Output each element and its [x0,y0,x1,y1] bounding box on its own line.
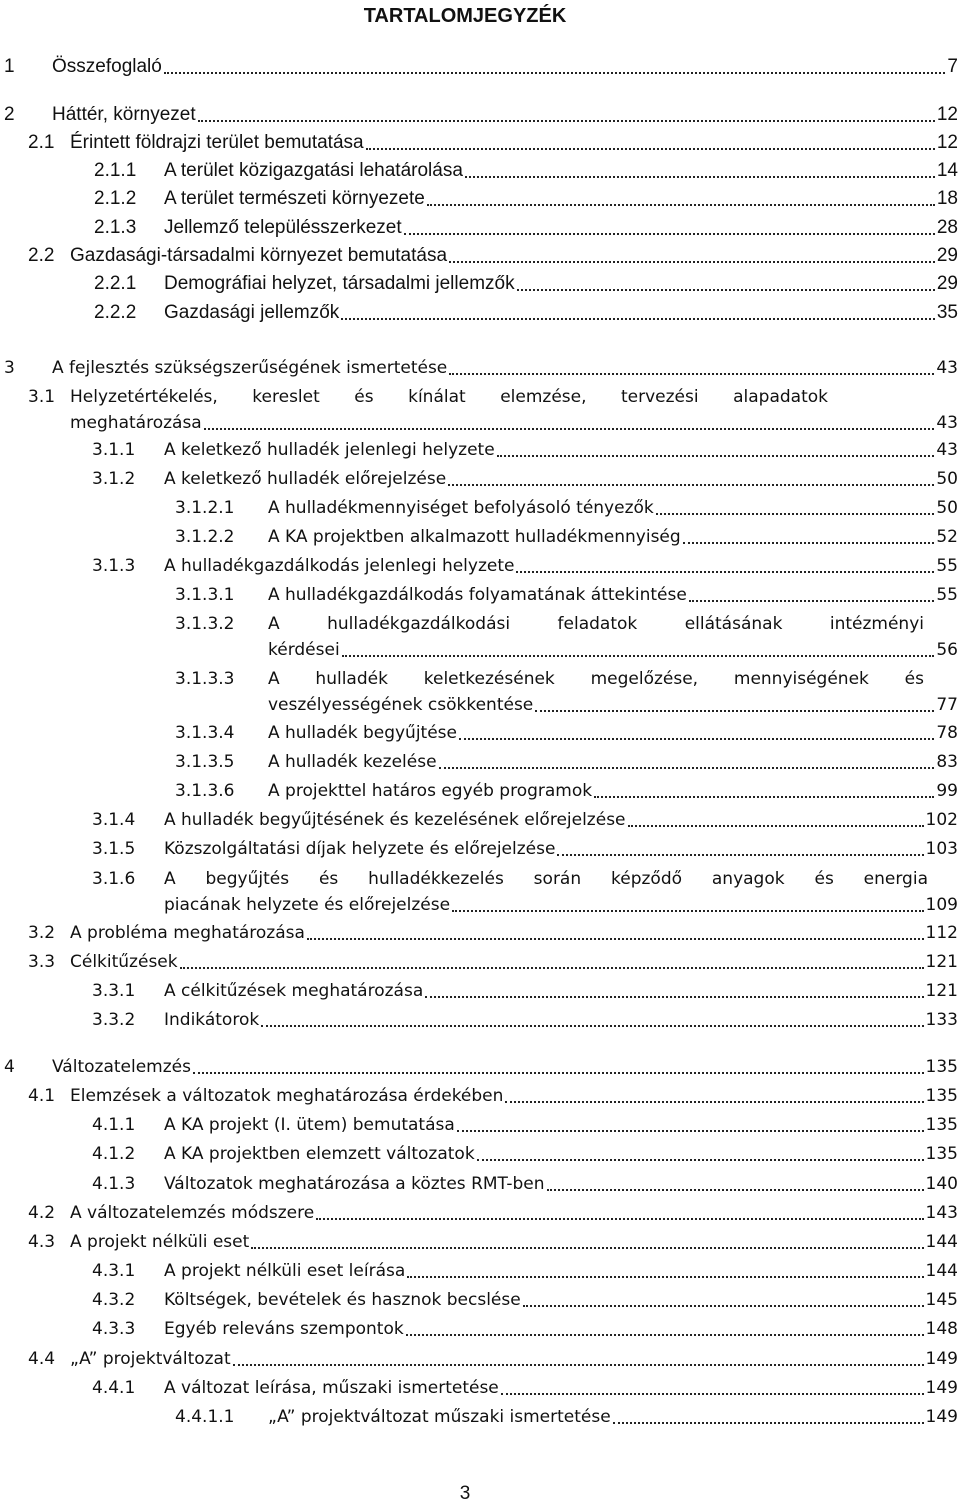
toc-entry-page: 78 [936,723,958,743]
toc-entry[interactable] [0,437,958,463]
leader-dots [425,996,923,998]
toc-entry-title: A probléma meghatározása [70,923,305,943]
toc-entry-title: veszélyességének csökkentése [268,695,534,715]
leader-dots [505,1101,923,1103]
page-number: 3 [459,1483,471,1504]
leader-dots [316,1218,923,1220]
toc-entry-page: 121 [925,981,958,1001]
toc-entry-page: 149 [925,1378,958,1398]
toc-entry-title-line1: A hulladék keletkezésének megelőzése, mennyiségének és [268,669,924,689]
toc-entry-page: 14 [936,160,958,181]
leader-dots [233,1364,924,1366]
toc-entry-title: A KA projektben alkalmazott hulladékmennyiség [268,527,681,547]
toc-entry[interactable] [0,355,958,381]
toc-entry-page: 102 [925,810,958,830]
toc-entry-page: 143 [925,1203,958,1223]
toc-entry-page: 135 [925,1057,958,1077]
toc-entry-number: 3.1.1 [92,440,136,460]
toc-entry-number: 4.4.1 [92,1378,136,1398]
toc-entry[interactable] [0,807,958,833]
toc-entry-title: Változatelemzés [52,1057,191,1077]
toc-entry-title: Egyéb releváns szempontok [164,1319,404,1339]
toc-entry-page: 99 [936,781,958,801]
toc-entry[interactable] [0,749,958,775]
toc-entry-title: A keletkező hulladék jelenlegi helyzete [164,440,495,460]
leader-dots [449,373,934,375]
toc-entry-number: 2.2 [28,245,55,266]
toc-entry-title: A hulladék begyűjtésének és kezelésének előrejelzése [164,810,626,830]
toc-entry[interactable] [0,186,958,212]
toc-entry[interactable] [0,495,958,521]
toc-entry-page: 55 [936,585,958,605]
toc-entry-title: A terület természeti környezete [164,188,425,209]
leader-dots [404,233,935,235]
toc-entry[interactable] [0,215,958,241]
toc-entry[interactable] [0,1200,958,1226]
toc-entry[interactable] [0,553,958,579]
toc-entry-title: Demográfiai helyzet, társadalmi jellemzők [164,273,515,294]
toc-entry[interactable] [0,1404,958,1430]
toc-entry[interactable] [0,384,958,440]
toc-entry-number: 3.2 [28,923,56,943]
toc-entry-page: 56 [936,640,958,660]
leader-dots [517,289,935,291]
toc-entry-number: 3.1.3.1 [175,585,235,605]
toc-entry-page: 135 [925,1144,958,1164]
toc-entry-title: Jellemző településszerkezet [164,217,402,238]
toc-entry-title: A hulladékgazdálkodás folyamatának áttekintése [268,585,687,605]
toc-entry-page: 109 [925,895,958,915]
toc-entry-number: 3.1.2 [92,469,136,489]
toc-entry-title: A terület közigazgatási lehatárolása [164,160,463,181]
toc-entry-number: 4.4 [28,1349,56,1369]
toc-entry-title: A KA projekt (I. ütem) bemutatása [164,1115,455,1135]
toc-entry-number: 3.1.4 [92,810,136,830]
toc-entry-number: 3.3.2 [92,1010,136,1030]
leader-dots [452,910,924,912]
toc-entry[interactable] [0,1229,958,1255]
toc-entry-page: 149 [925,1349,958,1369]
toc-entry-number: 3.3.1 [92,981,136,1001]
leader-dots [307,938,924,940]
leader-dots [204,428,935,430]
toc-entry-title-line1: A hulladékgazdálkodási feladatok ellátásának intézményi [268,614,924,634]
toc-entry-number: 4.1.2 [92,1144,136,1164]
leader-dots [342,655,935,657]
toc-entry[interactable] [0,1141,958,1167]
toc-entry-number: 2.1.2 [94,188,137,209]
toc-entry[interactable] [0,1375,958,1401]
leader-dots [516,571,934,573]
leader-dots [164,72,946,74]
leader-dots [535,710,934,712]
toc-entry-page: 55 [936,556,958,576]
leader-dots [656,513,935,515]
leader-dots [406,1334,924,1336]
toc-entry-page: 28 [936,217,958,238]
toc-entry-title: Indikátorok [164,1010,260,1030]
toc-entry[interactable] [0,130,958,156]
leader-dots [341,318,935,320]
toc-entry[interactable] [0,666,958,722]
toc-entry-page: 140 [925,1174,958,1194]
toc-entry-number: 4.3.2 [92,1290,136,1310]
leader-dots [689,600,935,602]
leader-dots [251,1247,923,1249]
toc-entry-number: 2.1 [28,132,55,153]
leader-dots [457,1130,924,1132]
leader-dots [613,1422,924,1424]
leader-dots [198,120,935,122]
toc-entry-title-line1: Helyzetértékelés, kereslet és kínálat elemzése, tervezési alapadatok [70,387,828,407]
toc-entry-number: 2.2.1 [94,273,137,294]
toc-entry[interactable] [0,243,958,269]
toc-entry-page: 83 [936,752,958,772]
toc-entry-title: Célkitűzések [70,952,178,972]
toc-entry-number: 3.1.3.4 [175,723,235,743]
toc-entry-title: Közszolgáltatási díjak helyzete és előrejelzése [164,839,556,859]
toc-entry-title: A hulladékmennyiséget befolyásoló tényezők [268,498,654,518]
leader-dots [683,542,935,544]
toc-entry[interactable] [0,1054,958,1080]
toc-entry-page: 144 [925,1261,958,1281]
toc-entry-number: 3.1.3.5 [175,752,235,772]
toc-entry-page: 121 [925,952,958,972]
toc-entry-title: Összefoglaló [52,56,162,77]
toc-entry-title: A keletkező hulladék előrejelzése [164,469,447,489]
toc-entry-number: 3.1.2.2 [175,527,235,547]
toc-entry-page: 77 [936,695,958,715]
toc-entry-number: 3.1.5 [92,839,136,859]
toc-entry-number: 3.3 [28,952,56,972]
toc-entry-number: 4.3.1 [92,1261,136,1281]
leader-dots [459,738,934,740]
toc-entry[interactable] [0,271,958,297]
toc-entry-page: 7 [947,56,958,77]
toc-entry-page: 12 [936,104,958,125]
toc-entry-title: Elemzések a változatok meghatározása érdekében [70,1086,504,1106]
toc-entry-page: 144 [925,1232,958,1252]
toc-entry-page: 50 [936,469,958,489]
toc-entry[interactable] [0,866,958,922]
toc-entry-number: 3.1.3.6 [175,781,235,801]
toc-entry-title: Gazdasági jellemzők [164,302,340,323]
leader-dots [439,767,935,769]
toc-entry[interactable] [0,524,958,550]
leader-dots [497,455,935,457]
toc-entry-title: A hulladék begyűjtése [268,723,457,743]
toc-entry-title: A változat leírása, műszaki ismertetése [164,1378,499,1398]
toc-entry[interactable] [0,466,958,492]
toc-entry-number: 2.2.2 [94,302,137,323]
toc-entry[interactable] [0,158,958,184]
toc-entry-page: 103 [925,839,958,859]
leader-dots [628,825,924,827]
toc-entry-title: A projekt nélküli eset leírása [164,1261,406,1281]
toc-entry-number: 1 [4,56,15,77]
leader-dots [594,796,934,798]
toc-entry-title: A változatelemzés módszere [70,1203,315,1223]
toc-entry-page: 148 [925,1319,958,1339]
toc-entry-number: 4.1.3 [92,1174,136,1194]
toc-entry-page: 29 [936,273,958,294]
toc-entry-page: 18 [936,188,958,209]
toc-entry-number: 4.1.1 [92,1115,136,1135]
toc-entry[interactable] [0,1258,958,1284]
toc-entry[interactable] [0,102,958,128]
toc-entry-number: 3.1.2.1 [175,498,235,518]
toc-entry-number: 2.1.3 [94,217,137,238]
toc-entry[interactable] [0,611,958,667]
toc-entry-number: 2.1.1 [94,160,137,181]
toc-entry[interactable] [0,836,958,862]
toc-entry[interactable] [0,1171,958,1197]
leader-dots [557,854,923,856]
leader-dots [449,261,935,263]
toc-entry-number: 3.1.3 [92,556,136,576]
toc-entry-number: 3.1 [28,387,56,407]
toc-entry-title: kérdései [268,640,340,660]
toc-entry[interactable] [0,1316,958,1342]
toc-entry-title: Érintett földrajzi terület bemutatása [70,132,364,153]
toc-entry-title: Változatok meghatározása a köztes RMT-ben [164,1174,545,1194]
leader-dots [501,1393,924,1395]
toc-entry-title: A fejlesztés szükségszerűségének ismertetése [52,358,448,378]
toc-entry[interactable] [0,54,958,80]
toc-entry-title: Háttér, környezet [52,104,196,125]
toc-entry-number: 2 [4,104,15,125]
toc-entry-page: 135 [925,1086,958,1106]
toc-entry-number: 4.3 [28,1232,56,1252]
leader-dots [193,1072,924,1074]
toc-entry-page: 52 [936,527,958,547]
toc-entry-page: 29 [936,245,958,266]
leader-dots [180,967,924,969]
leader-dots [547,1189,924,1191]
leader-dots [448,484,934,486]
toc-entry-title-line1: A begyűjtés és hulladékkezelés során képződő anyagok és energia [164,869,928,889]
toc-entry-number: 4.2 [28,1203,56,1223]
toc-entry-number: 4 [4,1057,15,1077]
toc-entry[interactable] [0,1112,958,1138]
toc-entry[interactable] [0,949,958,975]
toc-entry-number: 3.1.3.2 [175,614,235,634]
leader-dots [427,204,935,206]
toc-entry[interactable] [0,1287,958,1313]
toc-entry-page: 50 [936,498,958,518]
toc-entry-number: 4.3.3 [92,1319,136,1339]
toc-entry[interactable] [0,720,958,746]
toc-entry-number: 4.4.1.1 [175,1407,235,1427]
toc-entry-page: 43 [936,413,958,433]
toc-entry-number: 3.1.6 [92,869,136,889]
toc-entry-title: A projekttel határos egyéb programok [268,781,593,801]
toc-entry-title: „A” projektváltozat [70,1349,231,1369]
toc-entry-page: 145 [925,1290,958,1310]
toc-entry-page: 133 [925,1010,958,1030]
leader-dots [477,1159,924,1161]
toc-entry-page: 12 [936,132,958,153]
toc-entry-title: meghatározása [70,413,202,433]
toc-entry-title: A projekt nélküli eset [70,1232,250,1252]
toc-entry-number: 4.1 [28,1086,56,1106]
toc-entry[interactable] [0,1346,958,1372]
toc-entry-title: A KA projektben elemzett változatok [164,1144,475,1164]
toc-title: TARTALOMJEGYZÉK [363,5,567,27]
leader-dots [261,1025,923,1027]
toc-entry-page: 43 [936,440,958,460]
toc-entry-page: 43 [936,358,958,378]
toc-entry[interactable] [0,582,958,608]
toc-entry-page: 35 [936,302,958,323]
toc-entry-title: A hulladék kezelése [268,752,437,772]
leader-dots [366,148,935,150]
toc-entry-title: Költségek, bevételek és hasznok becslése [164,1290,521,1310]
leader-dots [407,1276,923,1278]
toc-entry[interactable] [0,300,958,326]
toc-entry-title: piacának helyzete és előrejelzése [164,895,451,915]
toc-entry-page: 135 [925,1115,958,1135]
toc-entry-title: A célkitűzések meghatározása [164,981,424,1001]
toc-entry[interactable] [0,920,958,946]
toc-entry-number: 3 [4,358,15,378]
leader-dots [465,176,935,178]
toc-entry[interactable] [0,778,958,804]
leader-dots [523,1305,924,1307]
toc-entry-title: A hulladékgazdálkodás jelenlegi helyzete [164,556,515,576]
toc-entry[interactable] [0,1083,958,1109]
toc-entry[interactable] [0,1007,958,1033]
toc-entry-number: 3.1.3.3 [175,669,235,689]
toc-entry-title: „A” projektváltozat műszaki ismertetése [268,1407,611,1427]
toc-entry[interactable] [0,978,958,1004]
toc-entry-page: 149 [925,1407,958,1427]
toc-entry-title: Gazdasági-társadalmi környezet bemutatása [70,245,448,266]
toc-entry-page: 112 [925,923,958,943]
